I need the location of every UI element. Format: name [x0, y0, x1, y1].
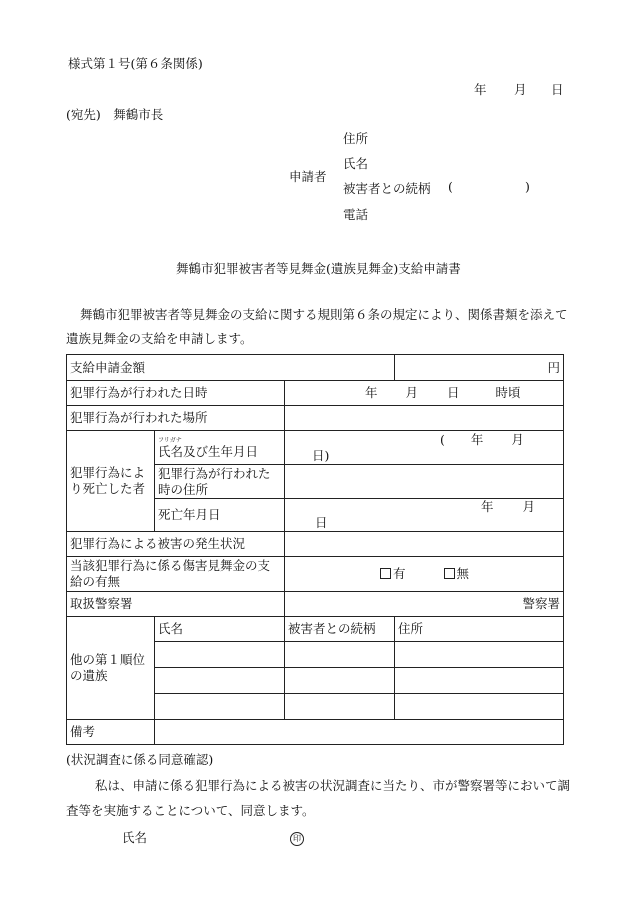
relation-paren-open: (: [448, 179, 453, 194]
address-at-crime-field[interactable]: [285, 465, 564, 499]
date-year: 年: [474, 82, 487, 97]
consent-line-1: 私は、申請に係る犯罪行為による被害の状況調査に当たり、市が警察署等において調: [95, 778, 571, 793]
dt-hour: 時頃: [495, 385, 521, 400]
applicant-address-label: 住所: [343, 131, 369, 146]
police-unit: 警察署: [522, 596, 561, 611]
address-at-crime-label: 犯罪行為が行われた時の住所: [155, 465, 285, 499]
yes-label: 有: [393, 566, 406, 581]
applicant-label: 申請者: [289, 169, 327, 184]
table-row: [67, 355, 564, 381]
table-row: [67, 381, 564, 406]
applicant-name-label: 氏名: [343, 156, 369, 171]
name-birth-label: 氏名及び生年月日: [158, 443, 259, 459]
name-birth-field[interactable]: [285, 431, 564, 465]
police-label: 取扱警察署: [67, 592, 285, 617]
damage-label: 犯罪行為による被害の発生状況: [67, 532, 285, 557]
intro-line-2: 遺族見舞金の支給を申請します。: [66, 331, 253, 346]
datetime-field[interactable]: [285, 381, 564, 406]
table-row: [67, 406, 564, 431]
no-checkbox[interactable]: [444, 566, 470, 582]
col-address-header: 住所: [395, 617, 564, 642]
date-day: 日: [551, 82, 564, 97]
amount-label: 支給申請金額: [67, 355, 395, 381]
police-field[interactable]: [285, 592, 564, 617]
furigana-label: フリガナ: [158, 436, 182, 444]
relation-paren-close: ): [525, 179, 530, 194]
heir-address-field[interactable]: [395, 642, 564, 668]
heir-relation-field[interactable]: [285, 694, 395, 720]
heir-relation-field[interactable]: [285, 668, 395, 694]
table-row: [67, 617, 564, 642]
no-label: 無: [456, 566, 470, 581]
other-heirs-label: 他の第１順位の遺族: [67, 617, 155, 720]
remarks-label: 備考: [67, 720, 155, 745]
place-label: 犯罪行為が行われた場所: [67, 406, 285, 431]
table-row: [67, 557, 564, 592]
applicant-relation-label: 被害者との続柄: [343, 181, 431, 196]
form-number: 様式第１号(第６条関係): [68, 56, 203, 71]
amount-field[interactable]: [395, 355, 564, 381]
yes-checkbox[interactable]: [380, 566, 406, 582]
dt-month: 月: [405, 385, 419, 400]
table-row: [67, 592, 564, 617]
heir-relation-field[interactable]: [285, 642, 395, 668]
date-month: 月: [514, 82, 527, 97]
damage-field[interactable]: [285, 532, 564, 557]
table-row: [67, 720, 564, 745]
heir-address-field[interactable]: [395, 694, 564, 720]
death-date-label: 死亡年月日: [155, 499, 285, 532]
seal-mark: [290, 829, 304, 846]
intro-line-1: 舞鶴市犯罪被害者等見舞金の支給に関する規則第６条の規定により、関係書類を添えて: [80, 307, 568, 322]
checkbox-icon: [444, 568, 455, 579]
dt-year: 年: [365, 385, 378, 400]
application-table: [66, 354, 564, 745]
amount-unit: 円: [547, 359, 561, 375]
birth-month: 月: [511, 431, 524, 447]
heir-name-field[interactable]: [155, 694, 285, 720]
death-day: 日: [315, 515, 328, 530]
dt-day: 日: [447, 385, 460, 400]
death-month: 月: [522, 499, 536, 514]
birth-paren-open: (: [440, 431, 445, 447]
injury-options: [285, 557, 564, 592]
consent-name-label: 氏名: [122, 830, 148, 845]
document-title: 舞鶴市犯罪被害者等見舞金(遺族見舞金)支給申請書: [176, 261, 461, 276]
heir-name-field[interactable]: [155, 642, 285, 668]
col-relation-header: 被害者との続柄: [285, 617, 395, 642]
deceased-label: 犯罪行為により死亡した者: [67, 431, 155, 532]
name-birth-label-cell: [155, 431, 285, 465]
consent-heading: (状況調査に係る同意確認): [66, 752, 214, 767]
addressee: (宛先) 舞鶴市長: [66, 107, 164, 122]
table-row: [67, 431, 564, 465]
heir-name-field[interactable]: [155, 668, 285, 694]
heir-address-field[interactable]: [395, 668, 564, 694]
death-year: 年: [481, 499, 494, 514]
birth-day: 日): [312, 447, 330, 463]
applicant-phone-label: 電話: [343, 207, 369, 222]
col-name-header: 氏名: [155, 617, 285, 642]
place-field[interactable]: [285, 406, 564, 431]
table-row: [67, 532, 564, 557]
birth-year: 年: [470, 431, 484, 447]
seal-icon: 印: [290, 832, 304, 846]
remarks-field[interactable]: [155, 720, 564, 745]
injury-label: 当該犯罪行為に係る傷害見舞金の支給の有無: [67, 557, 285, 592]
consent-line-2: 査等を実施することについて、同意します。: [66, 803, 315, 818]
death-date-field[interactable]: [285, 499, 564, 532]
checkbox-icon: [380, 568, 391, 579]
datetime-label: 犯罪行為が行われた日時: [67, 381, 285, 406]
